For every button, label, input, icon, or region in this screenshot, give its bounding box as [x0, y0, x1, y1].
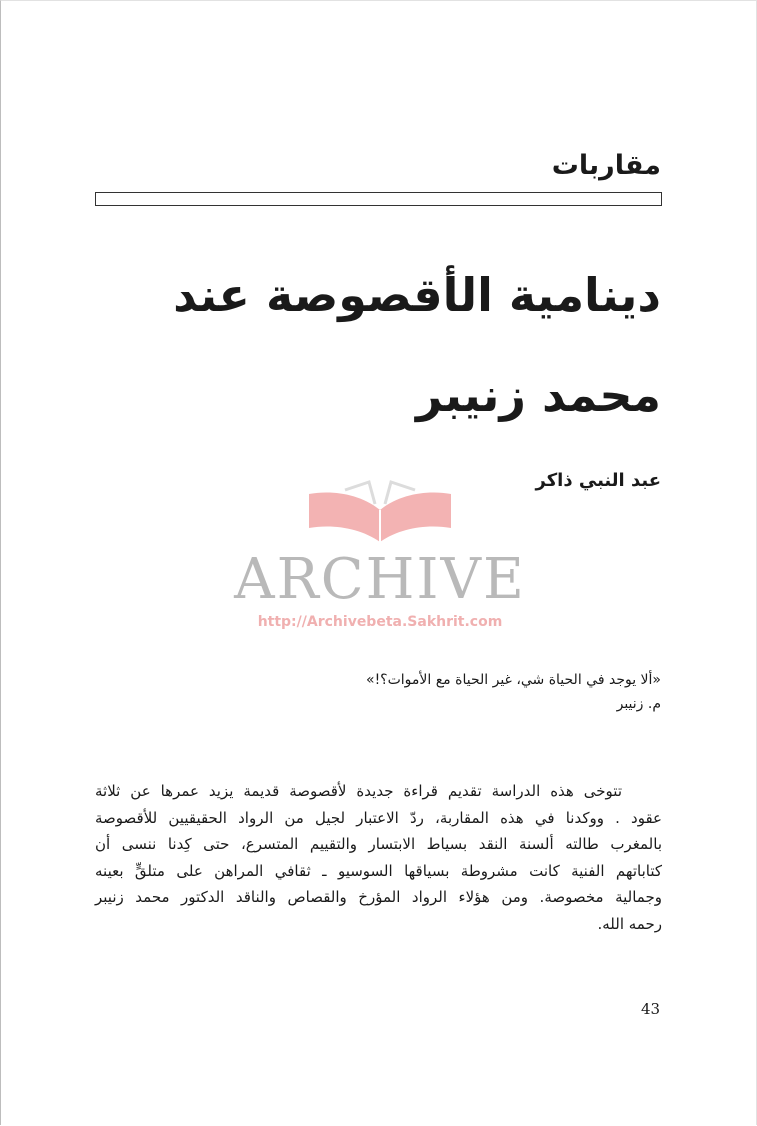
epigraph-attribution: م. زنيبر — [616, 696, 661, 712]
section-label: مقاربات — [551, 150, 661, 181]
body-line: عقود . ووكدنا في هذه المقاربة، ردّ الاعتبار لجيل من الرواد الحقيقيين للأقصوصة — [95, 808, 662, 827]
body-paragraph — [95, 778, 662, 937]
body-line: كتاباتهم الفنية كانت مشروطة بسياقها السوسيو ـ ثقافي المراهن على متلقٍّ بعينه — [95, 861, 662, 880]
page-number: 43 — [641, 1000, 661, 1018]
author-name: عبد النبي ذاكر — [535, 470, 661, 491]
title-line-2: محمد زنيبر — [416, 368, 661, 422]
title-line-1: دينامية الأقصوصة عند — [173, 268, 661, 322]
body-line: رحمه الله. — [597, 914, 662, 933]
body-line: بالمغرب طالته ألسنة النقد بسياط الابتسار والتقييم المتسرع، حتى كِدنا ننسى أن — [95, 835, 662, 853]
epigraph-quote: «ألا يوجد في الحياة شي، غير الحياة مع الأموات؟!» — [366, 672, 661, 688]
body-line: وجمالية مخصوصة. ومن هؤلاء الرواد المؤرخ والقصاص والناقد الدكتور محمد زنيبر — [95, 888, 662, 906]
body-line: تتوخى هذه الدراسة تقديم قراءة جديدة لأقصوصة قديمة يزيد عمرها عن ثلاثة — [95, 782, 622, 800]
watermark-url: http://Archivebeta.Sakhrit.com — [257, 614, 503, 630]
section-rule — [95, 192, 662, 206]
watermark-text: ARCHIVE — [234, 547, 526, 612]
epigraph — [366, 668, 661, 716]
